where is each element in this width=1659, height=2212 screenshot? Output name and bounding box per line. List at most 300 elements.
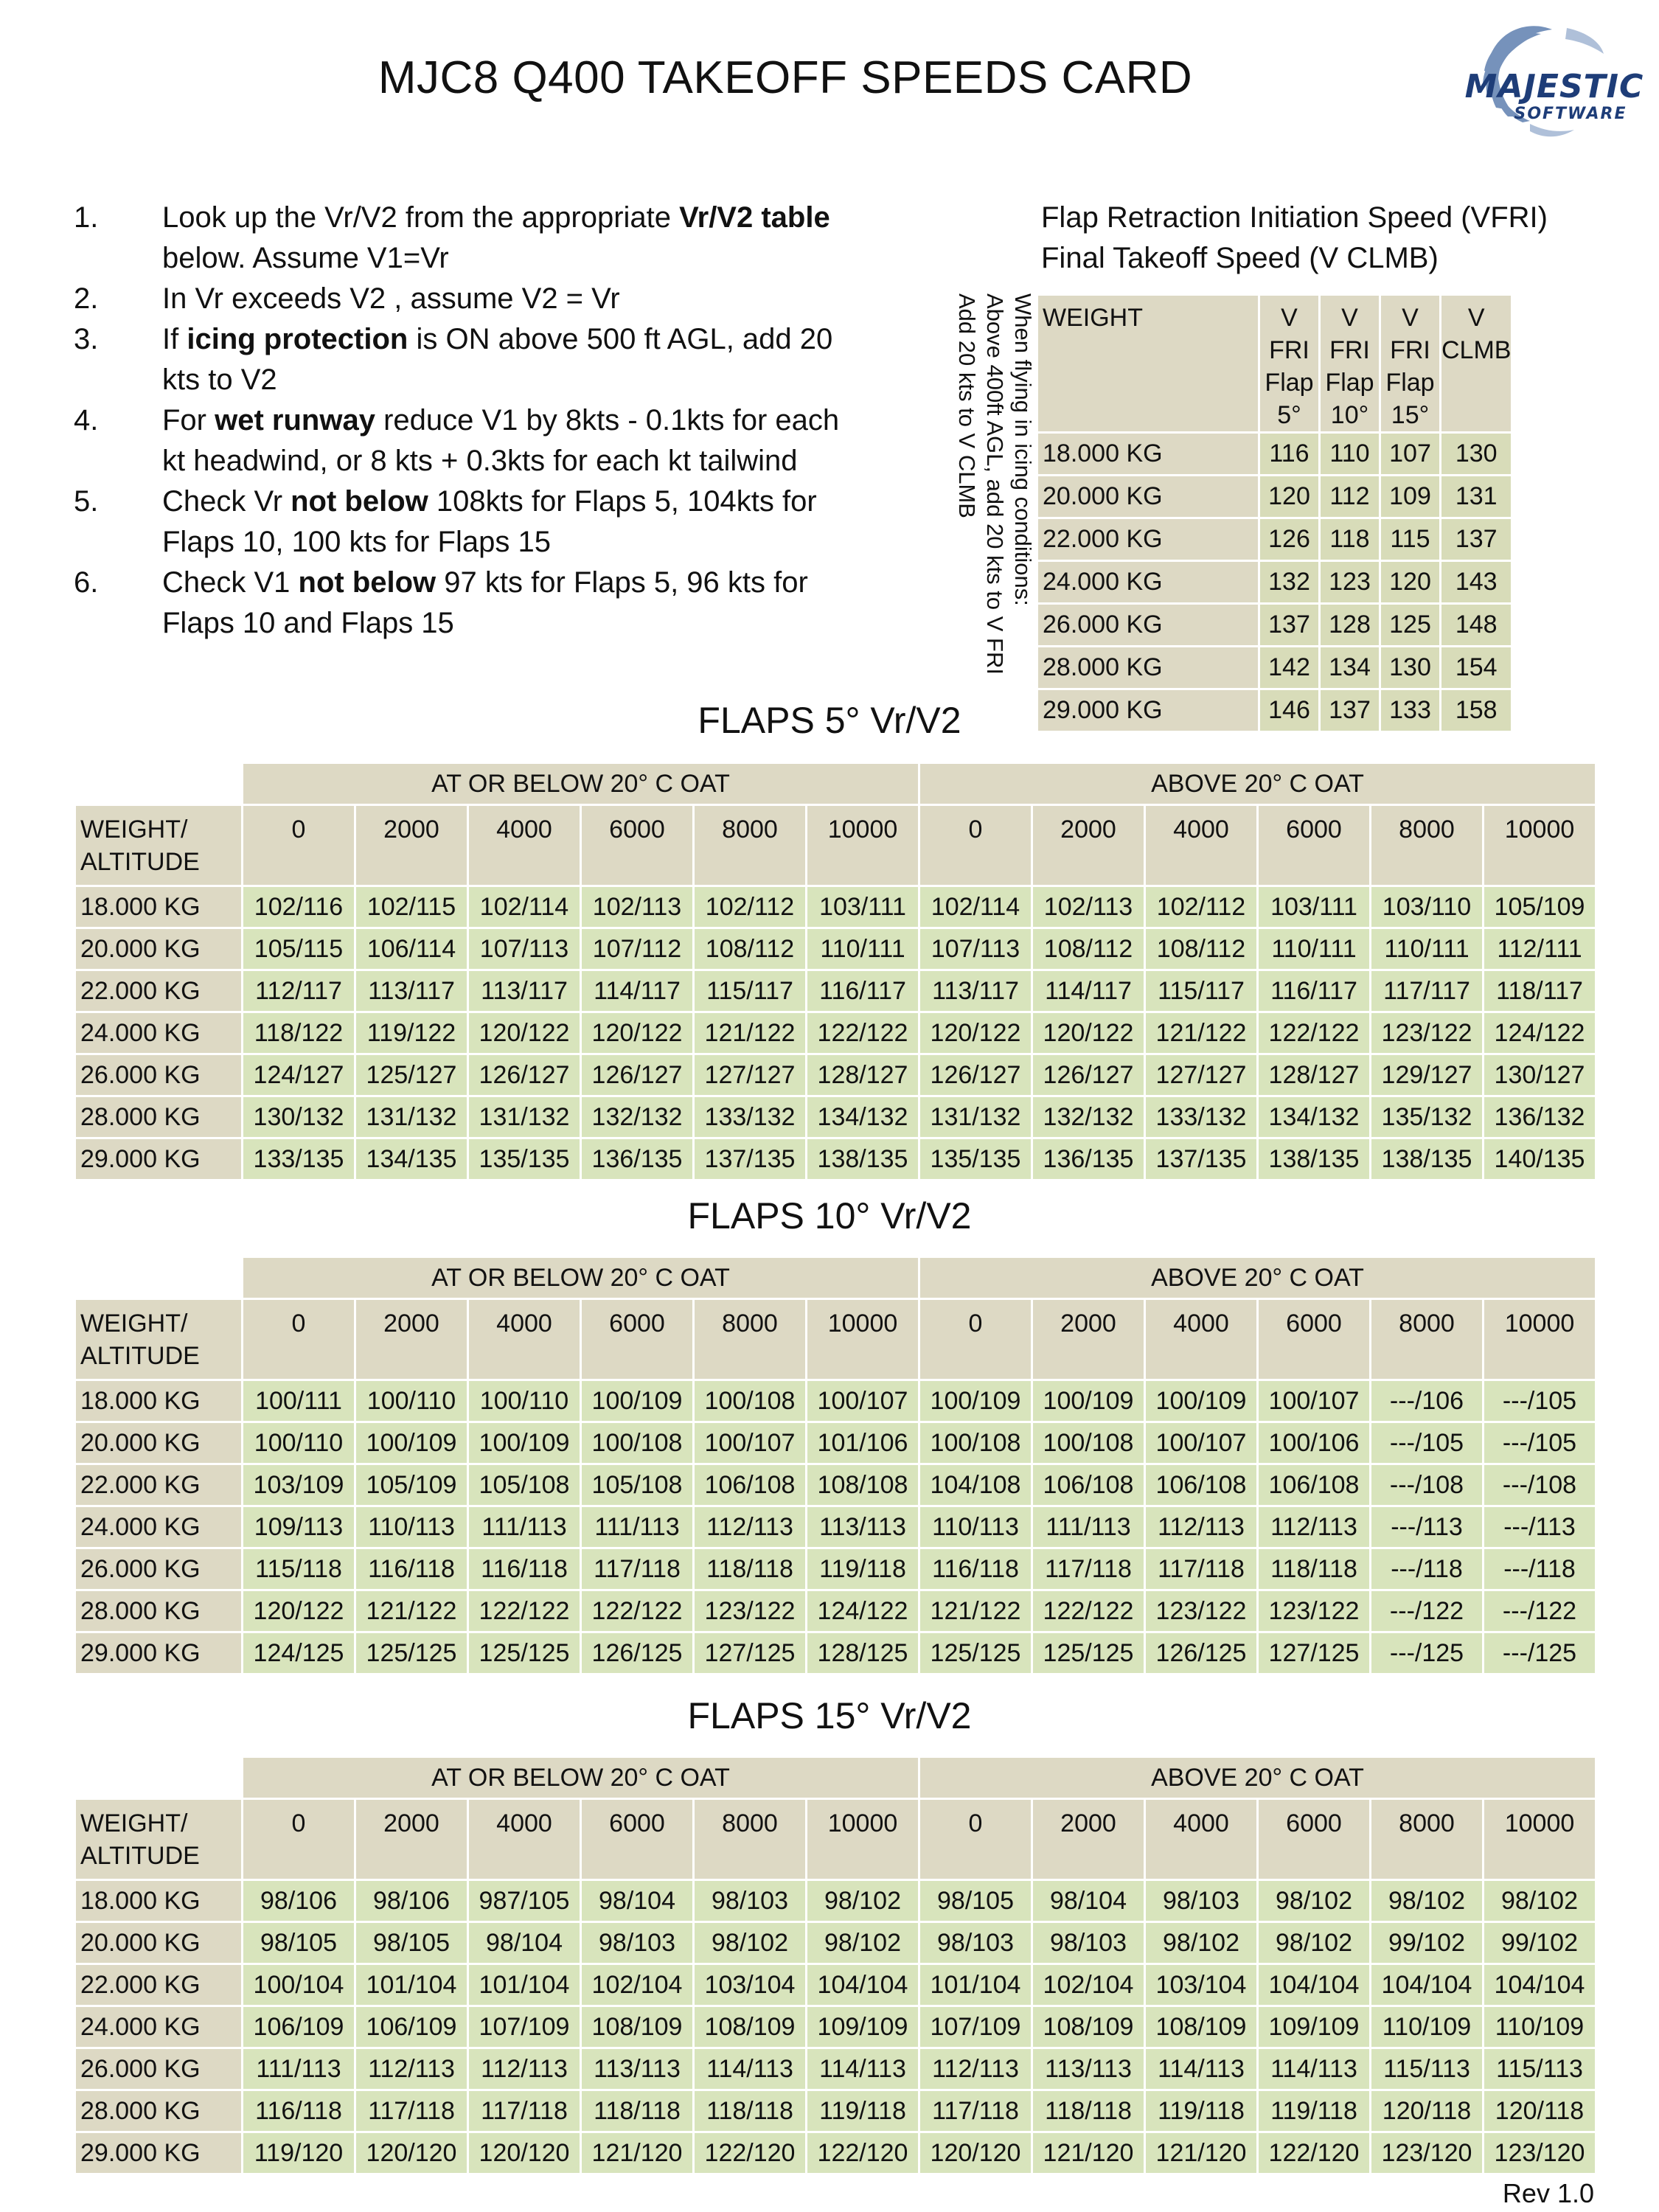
speed-cell: 98/103 [695, 1881, 805, 1921]
speed-cell: 98/103 [582, 1923, 692, 1963]
vfri-value-cell: 126 [1260, 519, 1318, 560]
speed-cell: 101/104 [920, 1965, 1031, 2005]
speed-cell: 106/108 [695, 1465, 805, 1505]
speed-cell: 120/118 [1484, 2091, 1595, 2131]
speed-cell: 102/114 [920, 887, 1031, 927]
vfri-weight-cell: 26.000 KG [1038, 605, 1258, 645]
altitude-header-cell: 10000 [807, 806, 918, 885]
speed-cell: 119/118 [807, 2091, 918, 2131]
speed-cell: 111/113 [469, 1507, 580, 1547]
vfri-weight-cell: 29.000 KG [1038, 690, 1258, 731]
speed-cell: 121/122 [1146, 1013, 1256, 1053]
vfri-value-cell: 137 [1260, 605, 1318, 645]
speed-cell: 110/109 [1484, 2007, 1595, 2047]
altitude-header-cell: 2000 [356, 1800, 467, 1879]
altitude-header-cell: 10000 [1484, 1800, 1595, 1879]
weight-cell: 24.000 KG [76, 2007, 241, 2047]
speed-cell: ---/113 [1371, 1507, 1482, 1547]
speed-cell: 136/132 [1484, 1097, 1595, 1137]
speed-cell: 103/111 [1259, 887, 1369, 927]
speed-cell: 122/122 [1033, 1591, 1144, 1631]
speed-cell: 98/102 [1484, 1881, 1595, 1921]
vfri-value-cell: 110 [1321, 434, 1379, 474]
speed-cell: 100/107 [807, 1381, 918, 1421]
altitude-header-cell: 10000 [1484, 1300, 1595, 1379]
speed-cell: 126/127 [1033, 1055, 1144, 1095]
speed-cell: 110/111 [807, 929, 918, 969]
icing-note-line-1: When flying in icing conditions: [1010, 293, 1036, 606]
speed-cell: 98/105 [356, 1923, 467, 1963]
speed-cell: ---/118 [1484, 1549, 1595, 1589]
speed-cell: ---/105 [1484, 1381, 1595, 1421]
vfri-heading-line-2: Final Takeoff Speed (V CLMB) [1041, 242, 1439, 274]
altitude-header-cell: 8000 [1371, 806, 1482, 885]
weight-cell: 28.000 KG [76, 1097, 241, 1137]
instruction-text: Look up the Vr/V2 from the appropriate [162, 201, 680, 234]
speed-cell: 112/117 [243, 971, 354, 1011]
table-row [76, 1097, 1595, 1137]
speed-cell: 100/106 [1259, 1423, 1369, 1463]
weight-header-line: ALTITUDE [80, 1342, 200, 1370]
speed-cell: 108/108 [807, 1465, 918, 1505]
instruction-emphasis: Vr/V2 table [679, 201, 830, 234]
speed-cell: 111/113 [582, 1507, 692, 1547]
weight-cell: 26.000 KG [76, 1055, 241, 1095]
flaps-5-table [74, 762, 1597, 1181]
table-row [76, 1633, 1595, 1673]
flaps-15-table [74, 1756, 1597, 2175]
speed-cell: 126/127 [920, 1055, 1031, 1095]
instruction-text: In Vr exceeds V2 , assume V2 = Vr [162, 282, 620, 315]
speed-cell: 135/132 [1371, 1097, 1482, 1137]
speed-cell: 104/104 [807, 1965, 918, 2005]
table-row [76, 1465, 1595, 1505]
table-row [76, 1881, 1595, 1921]
speed-cell: 100/104 [243, 1965, 354, 2005]
speed-cell: 98/104 [582, 1881, 692, 1921]
speed-cell: 121/120 [1146, 2133, 1256, 2173]
icing-note-line-2: Above 400ft AGL, add 20 kts to V FRI [982, 293, 1008, 675]
vfri-weight-cell: 24.000 KG [1038, 562, 1258, 602]
speed-cell: ---/105 [1371, 1423, 1482, 1463]
speed-cell: 120/122 [1033, 1013, 1144, 1053]
speed-cell: 103/104 [695, 1965, 805, 2005]
altitude-header-cell: 0 [243, 1300, 354, 1379]
weight-cell: 24.000 KG [76, 1013, 241, 1053]
speed-cell: 125/125 [920, 1633, 1031, 1673]
speed-cell: 106/108 [1259, 1465, 1369, 1505]
altitude-header-cell: 4000 [1146, 1800, 1256, 1879]
weight-cell: 28.000 KG [76, 1591, 241, 1631]
speed-cell: 120/120 [920, 2133, 1031, 2173]
flaps-15-title: FLAPS 15° Vr/V2 [687, 1695, 972, 1736]
speed-cell: 123/122 [1259, 1591, 1369, 1631]
instruction-number: 3. [74, 323, 99, 355]
speed-cell: 103/104 [1146, 1965, 1256, 2005]
speed-cell: 129/127 [1371, 1055, 1482, 1095]
speed-cell: 116/117 [1259, 971, 1369, 1011]
speed-cell: 98/104 [1033, 1881, 1144, 1921]
instruction-text: reduce V1 by 8kts - 0.1kts for each kt headwind, or 8 kts + 0.3kts for each kt tailwind [162, 404, 840, 477]
speed-cell: 115/117 [1146, 971, 1256, 1011]
instruction-item [74, 563, 841, 644]
speed-cell: 112/113 [1259, 1507, 1369, 1547]
speed-cell: 100/109 [1033, 1381, 1144, 1421]
speed-cell: 102/114 [469, 887, 580, 927]
instruction-emphasis: not below [298, 566, 437, 599]
weight-cell: 29.000 KG [76, 1139, 241, 1179]
speed-cell: 110/111 [1371, 929, 1482, 969]
revision-label: Rev 1.0 [1502, 2178, 1594, 2208]
speed-cell: 121/122 [695, 1013, 805, 1053]
speed-cell: 108/109 [1146, 2007, 1256, 2047]
vfri-row [1038, 562, 1511, 602]
speed-cell: 122/122 [807, 1013, 918, 1053]
speed-cell: 120/120 [469, 2133, 580, 2173]
table-row [76, 887, 1595, 927]
vfri-value-cell: 118 [1321, 519, 1379, 560]
speed-cell: 138/135 [1371, 1139, 1482, 1179]
speed-cell: 118/118 [695, 2091, 805, 2131]
vfri-value-cell: 130 [1381, 647, 1439, 688]
speed-cell: 103/111 [807, 887, 918, 927]
speed-cell: 112/113 [695, 1507, 805, 1547]
speed-cell: 101/104 [356, 1965, 467, 2005]
vfri-row [1038, 605, 1511, 645]
oat-band-spacer [76, 1758, 241, 1798]
speed-cell: 102/104 [582, 1965, 692, 2005]
speed-cell: 98/102 [1259, 1923, 1369, 1963]
speed-cell: 100/109 [356, 1423, 467, 1463]
speed-cell: 987/105 [469, 1881, 580, 1921]
vfri-value-cell: 109 [1381, 476, 1439, 517]
vfri-value-cell: 148 [1441, 605, 1511, 645]
altitude-header-cell: 2000 [356, 806, 467, 885]
speed-cell: 114/113 [695, 2049, 805, 2089]
oat-band-low: AT OR BELOW 20° C OAT [243, 764, 918, 804]
oat-band-low: AT OR BELOW 20° C OAT [243, 1758, 918, 1798]
speed-cell: 123/122 [1371, 1013, 1482, 1053]
vfri-column-header-line: V FRI [1329, 304, 1370, 364]
speed-cell: 102/116 [243, 887, 354, 927]
table-row [76, 1965, 1595, 2005]
table-row [76, 2007, 1595, 2047]
weight-altitude-header [76, 806, 241, 885]
table-row [76, 1381, 1595, 1421]
weight-altitude-header [76, 1300, 241, 1379]
vfri-value-cell: 112 [1321, 476, 1379, 517]
speed-cell: 104/104 [1484, 1965, 1595, 2005]
vfri-value-cell: 120 [1260, 476, 1318, 517]
speed-cell: 121/122 [920, 1591, 1031, 1631]
altitude-header-cell: 10000 [807, 1800, 918, 1879]
speed-cell: 100/108 [695, 1381, 805, 1421]
speed-cell: 100/109 [920, 1381, 1031, 1421]
vfri-value-cell: 130 [1441, 434, 1511, 474]
speed-cell: 107/109 [920, 2007, 1031, 2047]
speed-cell: 98/102 [1146, 1923, 1256, 1963]
speed-cell: 116/118 [356, 1549, 467, 1589]
vfri-value-cell: 137 [1441, 519, 1511, 560]
speed-cell: 121/120 [1033, 2133, 1144, 2173]
altitude-header-cell: 6000 [582, 806, 692, 885]
weight-cell: 29.000 KG [76, 1633, 241, 1673]
instruction-number: 5. [74, 485, 99, 518]
speed-cell: 115/113 [1484, 2049, 1595, 2089]
altitude-header-cell: 4000 [469, 1300, 580, 1379]
vfri-row [1038, 519, 1511, 560]
speed-cell: 124/122 [1484, 1013, 1595, 1053]
speed-cell: 123/122 [1146, 1591, 1256, 1631]
altitude-header-cell: 4000 [469, 1800, 580, 1879]
speed-cell: 98/106 [243, 1881, 354, 1921]
speed-cell: 102/112 [1146, 887, 1256, 927]
speed-cell: 124/127 [243, 1055, 354, 1095]
table-row [76, 929, 1595, 969]
speed-cell: 112/113 [1146, 1507, 1256, 1547]
instruction-text: is ON above 500 ft AGL, add 20 kts to V2 [162, 323, 833, 396]
altitude-header-row [76, 1800, 1595, 1879]
weight-cell: 22.000 KG [76, 1465, 241, 1505]
speed-cell: 126/127 [469, 1055, 580, 1095]
speed-cell: 100/108 [1033, 1423, 1144, 1463]
speed-cell: 122/120 [807, 2133, 918, 2173]
altitude-header-cell: 6000 [1259, 1300, 1369, 1379]
speed-cell: 100/108 [920, 1423, 1031, 1463]
speed-cell: 111/113 [1033, 1507, 1144, 1547]
speed-cell: 120/122 [582, 1013, 692, 1053]
speed-cell: 98/102 [807, 1881, 918, 1921]
speed-cell: 124/122 [807, 1591, 918, 1631]
weight-cell: 26.000 KG [76, 1549, 241, 1589]
speed-cell: 110/111 [1259, 929, 1369, 969]
speed-cell: 116/118 [920, 1549, 1031, 1589]
speed-cell: 127/125 [1259, 1633, 1369, 1673]
table-row [76, 1923, 1595, 1963]
altitude-header-cell: 10000 [807, 1300, 918, 1379]
speed-cell: 100/107 [1146, 1423, 1256, 1463]
weight-header-line: WEIGHT/ [80, 815, 188, 844]
speed-cell: 122/122 [469, 1591, 580, 1631]
instruction-item [74, 319, 841, 400]
oat-band-row [76, 1258, 1595, 1298]
weight-cell: 26.000 KG [76, 2049, 241, 2089]
speed-cell: 102/112 [695, 887, 805, 927]
speed-cell: 117/118 [920, 2091, 1031, 2131]
speed-cell: 117/118 [1146, 1549, 1256, 1589]
speed-cell: 122/120 [695, 2133, 805, 2173]
weight-cell: 18.000 KG [76, 887, 241, 927]
vfri-row [1038, 434, 1511, 474]
speed-cell: 117/118 [582, 1549, 692, 1589]
oat-band-high: ABOVE 20° C OAT [920, 1758, 1595, 1798]
speed-cell: 120/118 [1371, 2091, 1482, 2131]
speed-cell: 134/135 [356, 1139, 467, 1179]
weight-header-line: WEIGHT/ [80, 1809, 188, 1837]
speed-cell: 131/132 [469, 1097, 580, 1137]
speed-cell: 104/108 [920, 1465, 1031, 1505]
oat-band-high: ABOVE 20° C OAT [920, 1258, 1595, 1298]
table-row [76, 971, 1595, 1011]
speed-cell: 134/132 [807, 1097, 918, 1137]
altitude-header-cell: 2000 [356, 1300, 467, 1379]
speed-cell: 112/113 [469, 2049, 580, 2089]
table-row [76, 1507, 1595, 1547]
weight-cell: 22.000 KG [76, 1965, 241, 2005]
speed-cell: 100/110 [469, 1381, 580, 1421]
speed-cell: 127/127 [695, 1055, 805, 1095]
altitude-header-row [76, 1300, 1595, 1379]
speed-cell: 98/105 [243, 1923, 354, 1963]
speed-cell: 100/111 [243, 1381, 354, 1421]
speed-cell: 126/125 [1146, 1633, 1256, 1673]
speed-cell: 120/122 [920, 1013, 1031, 1053]
vfri-column-header [1381, 296, 1439, 431]
speed-cell: 127/125 [695, 1633, 805, 1673]
vfri-value-cell: 125 [1381, 605, 1439, 645]
altitude-header-cell: 2000 [1033, 806, 1144, 885]
vfri-heading [1041, 198, 1548, 279]
vfri-weight-cell: 18.000 KG [1038, 434, 1258, 474]
speed-cell: 100/109 [469, 1423, 580, 1463]
instruction-text: Check V1 [162, 566, 299, 599]
weight-header-line: ALTITUDE [80, 1842, 200, 1870]
speed-cell: ---/108 [1484, 1465, 1595, 1505]
speed-cell: 119/118 [1146, 2091, 1256, 2131]
instruction-item [74, 198, 841, 279]
vfri-column-header-line: V FRI [1269, 304, 1310, 364]
speed-cell: 118/117 [1484, 971, 1595, 1011]
speed-cell: 98/105 [920, 1881, 1031, 1921]
altitude-header-cell: 6000 [1259, 806, 1369, 885]
instruction-text: If [162, 323, 187, 355]
altitude-header-cell: 10000 [1484, 806, 1595, 885]
speed-cell: 106/114 [356, 929, 467, 969]
speed-cell: 106/109 [243, 2007, 354, 2047]
speed-cell: ---/122 [1371, 1591, 1482, 1631]
altitude-header-cell: 4000 [1146, 1300, 1256, 1379]
speed-cell: 126/127 [582, 1055, 692, 1095]
vfri-value-cell: 146 [1260, 690, 1318, 731]
speed-cell: 106/108 [1146, 1465, 1256, 1505]
speed-cell: 138/135 [807, 1139, 918, 1179]
speed-cell: 123/120 [1484, 2133, 1595, 2173]
speed-cell: 119/118 [1259, 2091, 1369, 2131]
speed-cell: 113/117 [469, 971, 580, 1011]
weight-header-line: WEIGHT/ [80, 1310, 188, 1338]
weight-cell: 20.000 KG [76, 1923, 241, 1963]
speed-cell: 107/113 [920, 929, 1031, 969]
speed-cell: 130/132 [243, 1097, 354, 1137]
vfri-value-cell: 143 [1441, 562, 1511, 602]
table-row [76, 1591, 1595, 1631]
vfri-row [1038, 647, 1511, 688]
speed-cell: 122/120 [1259, 2133, 1369, 2173]
speed-cell: 109/109 [1259, 2007, 1369, 2047]
flaps-10-title: FLAPS 10° Vr/V2 [687, 1195, 972, 1237]
speed-cell: 102/115 [356, 887, 467, 927]
vfri-value-cell: 134 [1321, 647, 1379, 688]
speed-cell: 118/122 [243, 1013, 354, 1053]
altitude-header-cell: 4000 [1146, 806, 1256, 885]
speed-cell: 116/118 [469, 1549, 580, 1589]
speed-cell: 115/117 [695, 971, 805, 1011]
speed-cell: 121/122 [356, 1591, 467, 1631]
speed-cell: ---/118 [1371, 1549, 1482, 1589]
speed-cell: 118/118 [582, 2091, 692, 2131]
speed-cell: 136/135 [1033, 1139, 1144, 1179]
speed-cell: 113/113 [1033, 2049, 1144, 2089]
vfri-value-cell: 132 [1260, 562, 1318, 602]
speed-cell: 138/135 [1259, 1139, 1369, 1179]
speed-cell: 109/113 [243, 1507, 354, 1547]
speed-cell: 118/118 [1033, 2091, 1144, 2131]
speed-cell: 108/112 [695, 929, 805, 969]
speed-cell: 103/110 [1371, 887, 1482, 927]
speed-cell: 115/113 [1371, 2049, 1482, 2089]
speed-cell: ---/125 [1371, 1633, 1482, 1673]
altitude-header-cell: 6000 [582, 1300, 692, 1379]
speed-cell: 103/109 [243, 1465, 354, 1505]
speed-cell: 122/122 [1259, 1013, 1369, 1053]
speed-cell: 128/127 [1259, 1055, 1369, 1095]
vfri-value-cell: 137 [1321, 690, 1379, 731]
instruction-text: 108kts for Flaps 5, 104kts for Flaps 10, 100 kts for Flaps 15 [162, 485, 817, 558]
speed-cell: 116/117 [807, 971, 918, 1011]
vfri-column-header-line: 5° [1277, 401, 1301, 429]
altitude-header-cell: 2000 [1033, 1800, 1144, 1879]
speed-cell: 115/118 [243, 1549, 354, 1589]
vfri-value-cell: 133 [1381, 690, 1439, 731]
vfri-column-header-line: Flap [1325, 369, 1374, 397]
speed-cell: 123/122 [695, 1591, 805, 1631]
speed-cell: 98/103 [1146, 1881, 1256, 1921]
table-row [76, 1055, 1595, 1095]
speed-cell: 100/107 [695, 1423, 805, 1463]
speed-cell: 104/104 [1371, 1965, 1482, 2005]
speed-cell: 127/127 [1146, 1055, 1256, 1095]
instruction-text: For [162, 404, 215, 437]
weight-cell: 18.000 KG [76, 1381, 241, 1421]
speed-cell: 98/102 [1371, 1881, 1482, 1921]
speed-cell: 114/117 [582, 971, 692, 1011]
vfri-column-header [1441, 296, 1511, 431]
speed-cell: 98/102 [1259, 1881, 1369, 1921]
vfri-value-cell: 115 [1381, 519, 1439, 560]
vfri-column-header-line: Flap [1265, 369, 1314, 397]
speed-cell: 100/108 [582, 1423, 692, 1463]
speed-cell: 133/132 [695, 1097, 805, 1137]
altitude-header-cell: 0 [920, 1800, 1031, 1879]
speed-cell: 108/109 [1033, 2007, 1144, 2047]
instructions-list [74, 198, 841, 644]
weight-cell: 20.000 KG [76, 929, 241, 969]
speed-cell: 105/108 [469, 1465, 580, 1505]
speed-cell: 98/103 [1033, 1923, 1144, 1963]
speed-cell: 107/112 [582, 929, 692, 969]
vfri-column-header [1321, 296, 1379, 431]
instruction-emphasis: not below [291, 485, 428, 518]
speed-cell: 130/127 [1484, 1055, 1595, 1095]
oat-band-spacer [76, 764, 241, 804]
table-row [76, 1423, 1595, 1463]
vfri-column-header-line: 15° [1391, 401, 1430, 429]
speed-cell: 133/132 [1146, 1097, 1256, 1137]
speed-cell: 98/102 [695, 1923, 805, 1963]
speed-cell: 132/132 [582, 1097, 692, 1137]
speed-cell: 134/132 [1259, 1097, 1369, 1137]
speed-cell: 112/113 [920, 2049, 1031, 2089]
